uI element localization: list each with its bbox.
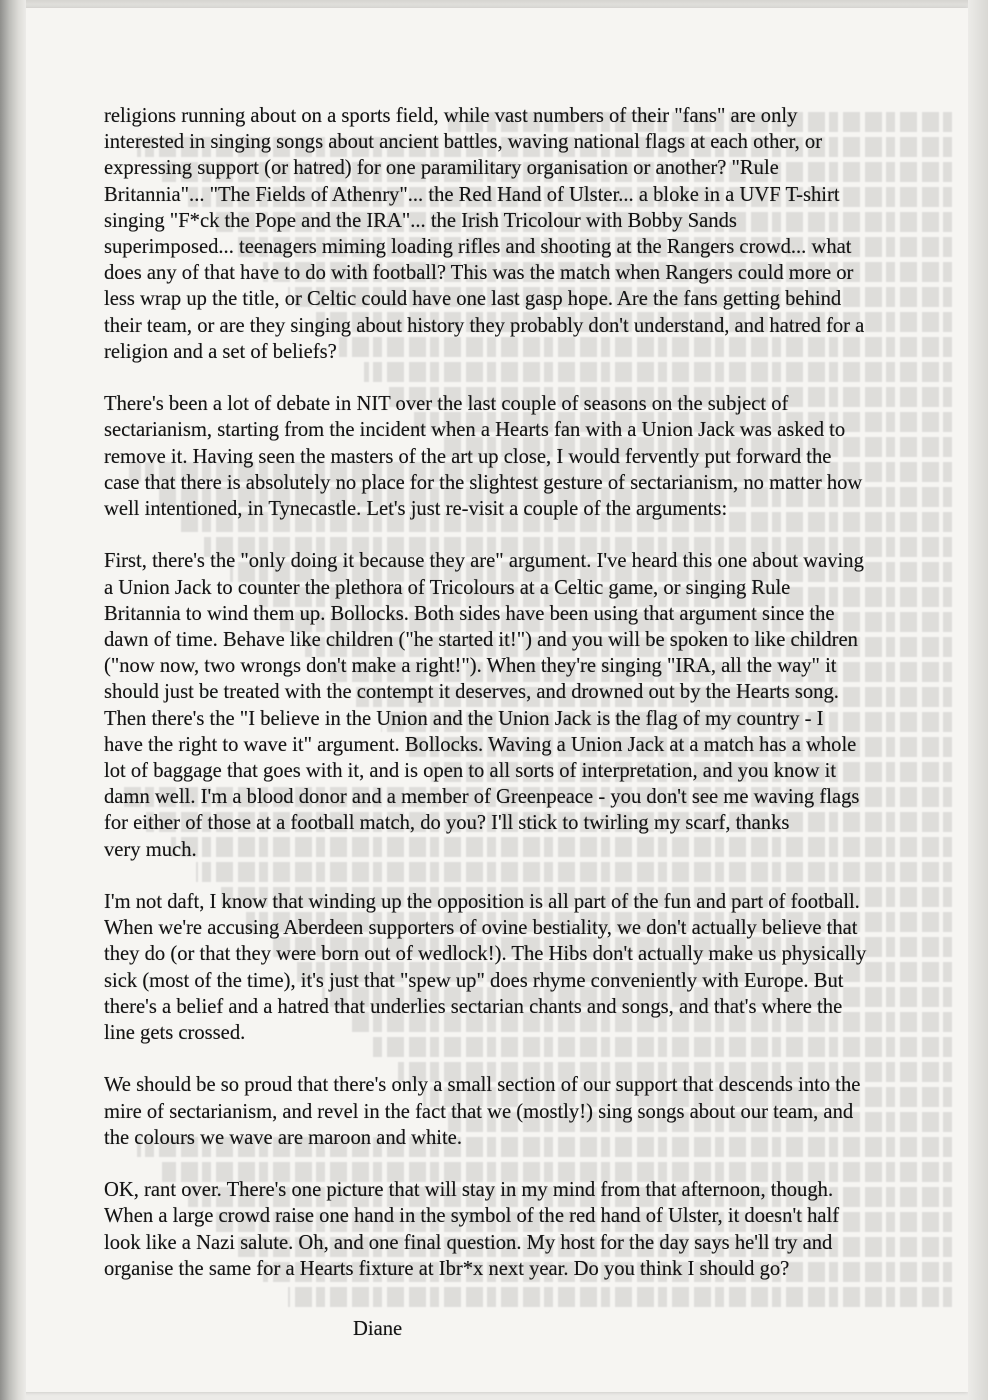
text-line: sectarianism, starting from the incident when a Hearts fan with a Union Jack was asked to (104, 419, 846, 442)
text-line: OK, rant over. There's one picture that will stay in my mind from that afternoon, though. (104, 1179, 834, 1202)
text-line: does any of that have to do with football? This was the match when Rangers could more or (104, 262, 854, 285)
text-line: sick (most of the time), it's just that "spew up" does rhyme conveniently with Europe. But (104, 969, 844, 992)
text-line: less wrap up the title, or Celtic could have one last gasp hope. Are the fans getting behind (104, 288, 842, 311)
article-body (104, 103, 950, 1282)
bleed-through-line (288, 1287, 952, 1307)
article-paragraph (104, 889, 950, 1046)
text-line: dawn of time. Behave like children ("he started it!") and you will be spoken to like children (104, 629, 858, 652)
scan-right-edge (968, 0, 988, 1400)
text-line: they do (or that they were born out of wedlock!). The Hibs don't actually make us physically (104, 943, 867, 966)
article-paragraph (104, 1072, 950, 1151)
text-line: religion and a set of beliefs? (104, 340, 337, 363)
text-line: There's been a lot of debate in NIT over the last couple of seasons on the subject of (104, 393, 789, 416)
article-paragraph (104, 391, 950, 522)
author-signature: Diane (353, 1318, 403, 1340)
article-paragraph (104, 1177, 950, 1282)
text-line: religions running about on a sports field, while vast numbers of their "fans" are only (104, 105, 798, 127)
text-line: well intentioned, in Tynecastle. Let's just re-visit a couple of the arguments: (104, 498, 728, 521)
text-line: there's a belief and a hatred that underlies sectarian chants and songs, and that's where the (104, 995, 843, 1018)
text-line: Then there's the "I believe in the Union and the Union Jack is the flag of my country - I (104, 707, 824, 730)
text-line: for either of those at a football match, do you? I'll stick to twirling my scarf, thanks (104, 812, 790, 835)
text-line: superimposed... teenagers miming loading rifles and shooting at the Rangers crowd... what (104, 236, 852, 259)
text-line: I'm not daft, I know that winding up the opposition is all part of the fun and part of football. (104, 891, 860, 914)
text-line: line gets crossed. (104, 1022, 246, 1045)
text-line: remove it. Having seen the masters of the art up close, I would fervently put forward the (104, 445, 832, 468)
text-line: damn well. I'm a blood donor and a member of Greenpeace - you don't see me waving flags (104, 786, 860, 809)
text-line: singing "F*ck the Pope and the IRA"... the Irish Tricolour with Bobby Sands (104, 209, 737, 232)
text-line: When we're accusing Aberdeen supporters of ovine bestiality, we don't actually believe that (104, 917, 858, 940)
text-line: a Union Jack to counter the plethora of Tricolours at a Celtic game, or singing Rule (104, 576, 791, 599)
text-line: Britannia"... "The Fields of Athenry"... the Red Hand of Ulster... a bloke in a UVF T-shirt (104, 183, 840, 206)
text-line: Britannia to wind them up. Bollocks. Both sides have been using that argument since the (104, 602, 835, 625)
text-line: very much. (104, 838, 197, 861)
text-line: mire of sectarianism, and revel in the fact that we (mostly!) sing songs about our team, and (104, 1100, 854, 1123)
text-line: their team, or are they singing about history they probably don't understand, and hatred for a (104, 314, 865, 337)
scan-binding-shadow (0, 0, 26, 1400)
text-line: case that there is absolutely no place for the slightest gesture of sectarianism, no matter how (104, 471, 863, 494)
text-line: lot of baggage that goes with it, and is open to all sorts of interpretation, and you know it (104, 760, 837, 783)
text-line: should just be treated with the contempt it deserves, and drowned out by the Hearts song. (104, 681, 839, 704)
text-line: ("now now, two wrongs don't make a right!"). When they're singing "IRA, all the way" it (104, 655, 837, 678)
text-line: First, there's the "only doing it because they are" argument. I've heard this one about waving (104, 550, 864, 573)
text-line: have the right to wave it" argument. Bollocks. Waving a Union Jack at a match has a whole (104, 733, 857, 756)
text-line: the colours we wave are maroon and white. (104, 1126, 462, 1149)
text-line: look like a Nazi salute. Oh, and one final question. My host for the day says he'll try and (104, 1231, 833, 1254)
text-line: We should be so proud that there's only a small section of our support that descends into the (104, 1074, 861, 1097)
text-line: interested in singing songs about ancient battles, waving national flags at each other, or (104, 131, 823, 154)
article-paragraph (104, 548, 950, 862)
text-line: organise the same for a Hearts fixture at Ibr*x next year. Do you think I should go? (104, 1257, 790, 1280)
article-paragraph (104, 103, 950, 365)
text-line: expressing support (or hatred) for one paramilitary organisation or another? "Rule (104, 157, 779, 180)
text-line: When a large crowd raise one hand in the symbol of the red hand of Ulster, it doesn't half (104, 1205, 840, 1228)
